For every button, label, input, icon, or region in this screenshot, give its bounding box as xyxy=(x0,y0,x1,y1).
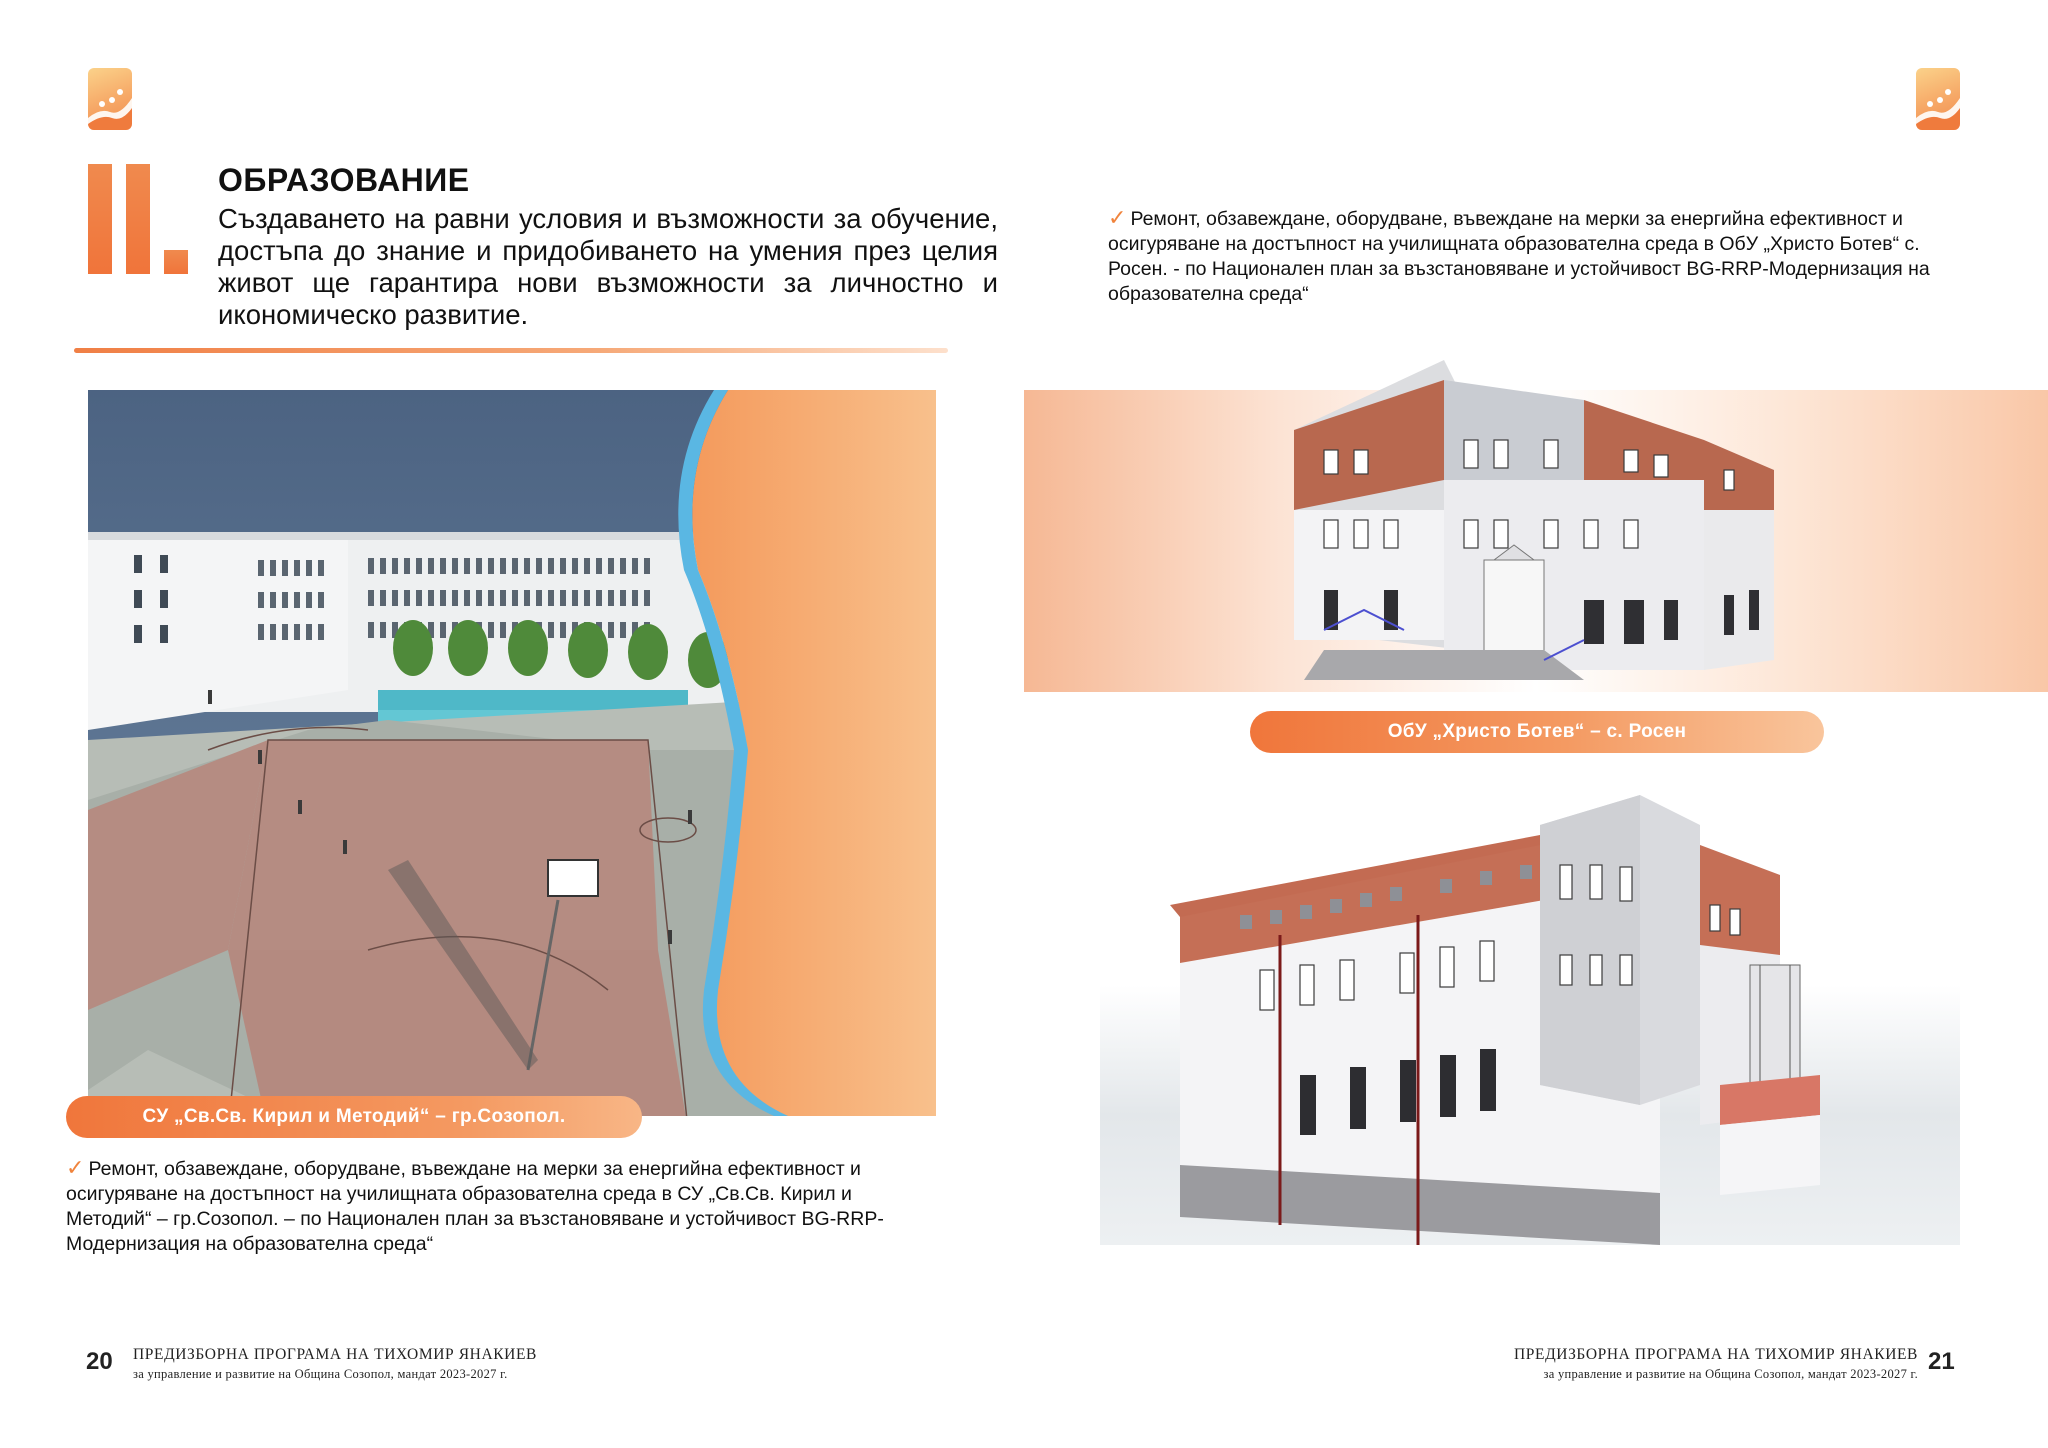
school-yard-image xyxy=(88,390,936,1116)
checkmark-icon: ✓ xyxy=(66,1155,85,1180)
project-text-right: Ремонт, обзавеждане, оборудване, въвеждане на мерки за енергийна ефективност и осигуряване на достъпност на училищната образователна среда в ОбУ „Христо Ботев“ с. Росен. - по Национален план за възстановяване и устойчивост BG-RRP-Модернизация на образователна среда“ xyxy=(1108,208,1930,305)
rosen-school-front-image xyxy=(1024,360,2048,692)
footer-title-left: ПРЕДИЗБОРНА ПРОГРАМА НА ТИХОМИР ЯНАКИЕВ xyxy=(133,1346,537,1363)
logo-left xyxy=(88,68,132,130)
intro-text: Създаването на равни условия и възможности за обучение, достъпа до знание и придобиването на умения през целия живот ще гарантира нови възможности за личностно и икономическо развитие. xyxy=(218,203,998,330)
project-description-left xyxy=(66,1155,936,1257)
rosen-school-rear-image xyxy=(1100,785,1960,1245)
footer-subtitle-right: за управление и развитие на Община Созопол, мандат 2023-2027 г. xyxy=(1543,1367,1918,1381)
logo-right xyxy=(1916,68,1960,130)
image-caption-right: ОбУ „Христо Ботев“ – с. Росен xyxy=(1250,711,1824,753)
section-number xyxy=(80,158,200,302)
page-number-right: 21 xyxy=(1928,1348,1955,1375)
image-caption-left: СУ „Св.Св. Кирил и Методий“ – гр.Созопол. xyxy=(66,1096,642,1138)
checkmark-icon: ✓ xyxy=(1108,205,1127,230)
footer-subtitle-left: за управление и развитие на Община Созопол, мандат 2023-2027 г. xyxy=(133,1367,508,1381)
footer-title-right: ПРЕДИЗБОРНА ПРОГРАМА НА ТИХОМИР ЯНАКИЕВ xyxy=(1514,1346,1918,1363)
page-number-left: 20 xyxy=(86,1348,113,1375)
logo-mark-icon xyxy=(1916,68,1960,130)
section-title: ОБРАЗОВАНИЕ xyxy=(218,162,470,198)
logo-mark-icon xyxy=(88,68,132,130)
title-rule xyxy=(74,348,948,353)
project-text-left: Ремонт, обзавеждане, оборудване, въвеждане на мерки за енергийна ефективност и осигуряване на достъпност на училищната образователна среда в СУ „Св.Св. Кирил и Методий“ – гр.Созопол. – по Национален план за възстановяване и устойчивост BG-RRP-Модернизация на образователна среда“ xyxy=(66,1158,884,1255)
project-description-right xyxy=(1108,205,1968,307)
